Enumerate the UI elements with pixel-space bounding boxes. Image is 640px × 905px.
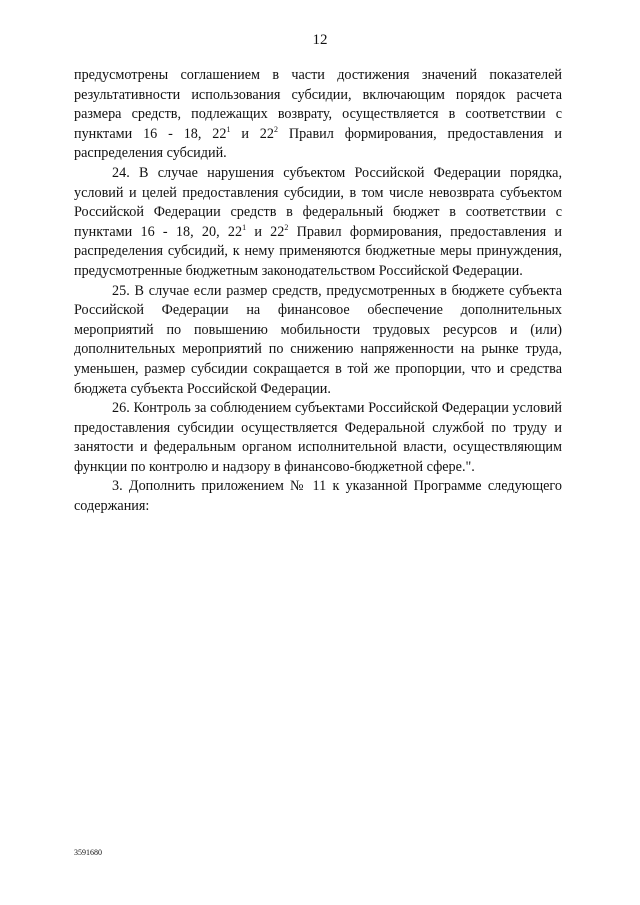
- paragraph-text: и 22: [246, 223, 285, 240]
- paragraph: [74, 399, 562, 477]
- paragraph-text: предусмотрены соглашением в части достижения значений показателей результативности использования субсидии, включающим порядок расчета размера средств, подлежащих возврату, осуществляется в соответствии с пунктами 16 - 18, 22: [74, 67, 562, 142]
- document-code: 3591680: [74, 848, 102, 857]
- paragraph-text: и 22: [230, 125, 274, 142]
- paragraph-text: 26. Контроль за соблюдением субъектами Российской Федерации условий предоставления субсидии осуществляется Федеральной службой по труду и занятости и федеральным органом исполнительной власти, осуществляющим функции по контролю и надзору в финансово-бюджетной сфере.".: [74, 400, 562, 475]
- page-number: 12: [312, 32, 328, 48]
- superscript: 2: [273, 124, 278, 134]
- superscript: 2: [284, 222, 289, 232]
- paragraph: [74, 164, 562, 282]
- superscript: 1: [226, 124, 231, 134]
- superscript: 1: [242, 222, 247, 232]
- paragraph-text: Правил формирования, предоставления и распределения субсидий.: [74, 125, 563, 162]
- paragraph-text: 25. В случае если размер средств, предусмотренных в бюджете субъекта Российской Федерации на финансовое обеспечение дополнительных мероприятий по повышению мобильности трудовых ресурсов и (или) дополнительных мероприятий по снижению напряженности на рынке труда, уменьшен, размер субсидии сокращается в той же пропорции, что и средства бюджета субъекта Российской Федерации.: [74, 282, 562, 397]
- paragraph: [74, 477, 562, 516]
- paragraph-text: 24. В случае нарушения субъектом Российской Федерации порядка, условий и целей предоставления субсидии, в том числе невозврата субъектом Российской Федерации средств в федеральный бюджет в соответствии с пунктами 16 - 18, 20, 22: [74, 164, 562, 240]
- paragraph-text: 3. Дополнить приложением № 11 к указанной Программе следующего содержания:: [74, 478, 562, 515]
- paragraph: [74, 282, 562, 400]
- document-body: [74, 66, 562, 517]
- paragraph-text: Правил формирования, предоставления и распределения субсидий, к нему применяются бюджетные меры принуждения, предусмотренные бюджетным законодательством Российской Федерации.: [74, 223, 563, 279]
- paragraph: [74, 66, 562, 164]
